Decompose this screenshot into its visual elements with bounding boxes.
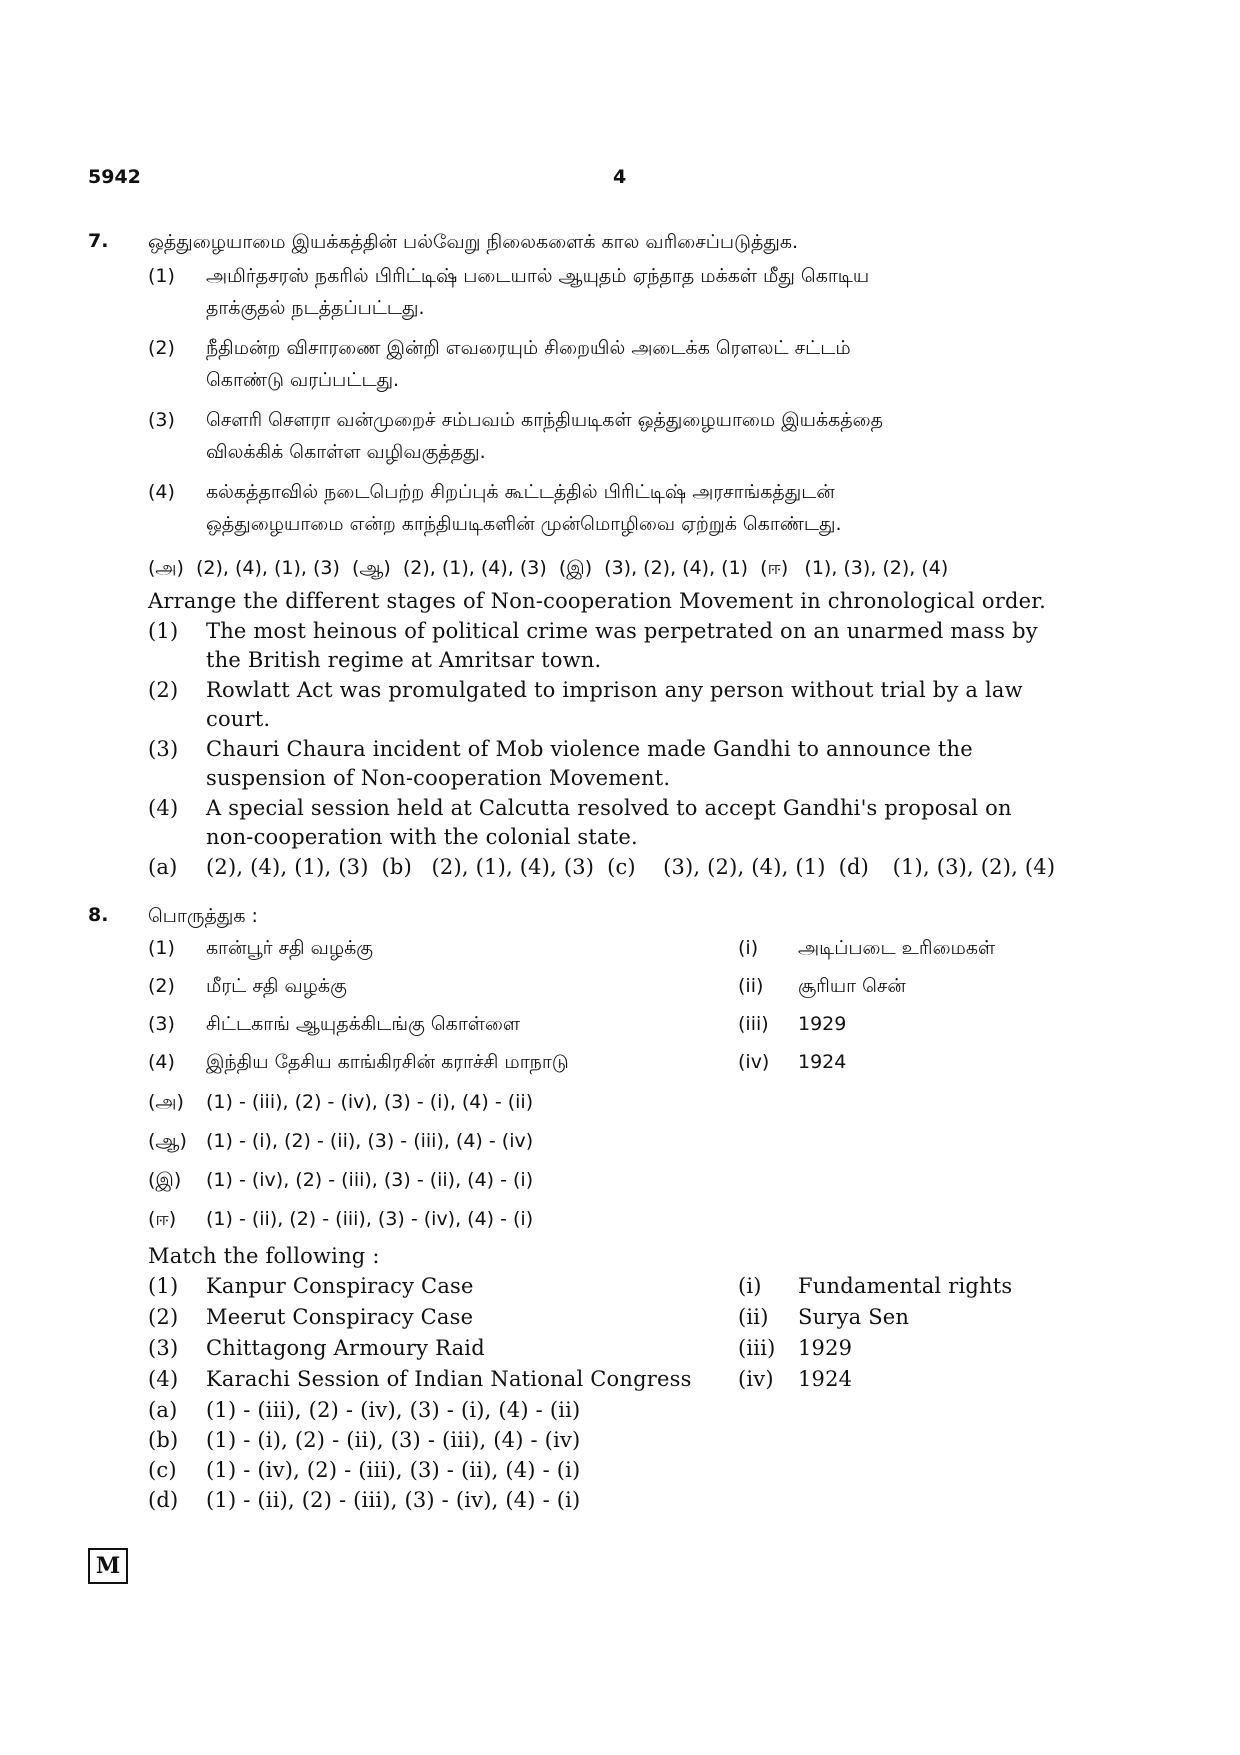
row-roman-number: (ii) [738,1305,769,1329]
option-label: (b) [381,855,412,879]
q7-english-item-4 [148,794,1093,852]
q8-english-row-3 [148,1334,1093,1366]
option-label: (இ) [148,1169,182,1191]
page-mark-box: M [88,1548,128,1584]
row-roman-number: (i) [738,937,759,959]
option-text: (1), (3), (2), (4) [804,557,949,579]
item-text-line: suspension of Non-cooperation Movement. [206,766,671,790]
item-number: (4) [148,481,175,503]
option-text: (2), (1), (4), (3) [402,557,547,579]
q7-tamil-options [148,552,1093,584]
option-label: (a) [148,855,178,879]
item-number: (4) [148,796,179,820]
row-right-text: அடிப்படை உரிமைகள் [798,937,996,959]
item-text-line: சௌரி சௌரா வன்முறைச் சம்பவம் காந்தியடிகள் ஒத்துழையாமை இயக்கத்தை [206,409,884,431]
row-number: (2) [148,975,175,997]
item-text-line: தாக்குதல் நடத்தப்பட்டது. [206,297,425,319]
row-number: (3) [148,1013,175,1035]
option-text: (1) - (iv), (2) - (iii), (3) - (ii), (4) - (i) [206,1169,534,1191]
item-number: (2) [148,678,179,702]
item-number: (3) [148,737,179,761]
q7-tamil-item-3 [148,404,1093,468]
question-7-tamil-stem: ஒத்துழையாமை இயக்கத்தின் பல்வேறு நிலைகளைக் கால வரிசைப்படுத்துக. [148,231,799,253]
q7-tamil-item-1 [148,260,1093,324]
row-roman-number: (ii) [738,975,764,997]
question-8-tamil-stem: பொருத்துக : [148,905,258,927]
option-text: (1) - (ii), (2) - (iii), (3) - (iv), (4) - (i) [206,1208,534,1230]
item-text-line: நீதிமன்ற விசாரணை இன்றி எவரையும் சிறையில் அடைக்க ரௌலட் சட்டம் [206,337,851,359]
item-text-line: non-cooperation with the colonial state. [206,825,638,849]
row-roman-number: (iii) [738,1013,769,1035]
row-right-text: 1924 [798,1367,853,1391]
q7-english-item-1 [148,617,1093,675]
q7-english-item-2 [148,676,1093,734]
row-number: (2) [148,1305,179,1329]
q8-english-row-2 [148,1303,1093,1335]
row-left-text: Chittagong Armoury Raid [206,1336,485,1360]
row-roman-number: (iv) [738,1051,770,1073]
option-text: (1) - (i), (2) - (ii), (3) - (iii), (4) - (iv) [206,1428,581,1452]
option-text: (2), (1), (4), (3) [431,855,595,879]
q8-english-option-b [148,1426,580,1455]
item-number: (3) [148,409,175,431]
item-number: (1) [148,619,179,643]
row-number: (1) [148,1274,179,1298]
question-8-english-stem: Match the following : [148,1244,380,1268]
option-label: (ஆ) [148,1130,187,1152]
q7-english-options [148,853,1093,882]
option-text: (1) - (i), (2) - (ii), (3) - (iii), (4) - (iv) [206,1130,534,1152]
row-left-text: இந்திய தேசிய காங்கிரசின் கராச்சி மாநாடு [206,1051,569,1073]
option-text: (3), (2), (4), (1) [663,855,826,879]
paper-code: 5942 [88,166,141,188]
q8-tamil-row-1 [148,932,1093,964]
item-text-line: the British regime at Amritsar town. [206,648,602,672]
item-number: (1) [148,265,175,287]
option-label: (அ) [148,557,184,579]
item-text-line: கல்கத்தாவில் நடைபெற்ற சிறப்புக் கூட்டத்தில் பிரிட்டிஷ் அரசாங்கத்துடன் [206,481,835,503]
option-text: (2), (4), (1), (3) [196,557,340,579]
q8-tamil-option-4 [148,1203,533,1235]
row-right-text: 1929 [798,1336,853,1360]
item-text-line: கொண்டு வரப்பட்டது. [206,369,400,391]
item-text-line: court. [206,707,271,731]
row-left-text: Kanpur Conspiracy Case [206,1274,474,1298]
q7-english-item-3 [148,735,1093,793]
item-text-line: அமிர்தசரஸ் நகரில் பிரிட்டிஷ் படையால் ஆயுதம் ஏந்தாத மக்கள் மீது கொடிய [206,265,870,287]
item-text-line: Chauri Chaura incident of Mob violence made Gandhi to announce the [206,737,973,761]
item-text-line: Rowlatt Act was promulgated to imprison any person without trial by a law [206,678,1023,702]
q8-english-row-1 [148,1272,1093,1304]
row-right-text: Surya Sen [798,1305,910,1329]
q7-tamil-item-2 [148,332,1093,396]
item-number: (2) [148,337,175,359]
row-right-text: 1929 [798,1013,847,1035]
q8-tamil-row-2 [148,970,1093,1002]
option-label: (அ) [148,1091,184,1113]
item-text-line: ஒத்துழையாமை என்ற காந்தியடிகளின் முன்மொழிவை ஏற்றுக் கொண்டது. [206,513,842,535]
question-7-english-stem: Arrange the different stages of Non-cooperation Movement in chronological order. [148,589,1047,613]
option-text: (1) - (iii), (2) - (iv), (3) - (i), (4) - (ii) [206,1091,534,1113]
q8-english-option-d [148,1486,580,1515]
option-label: (ஆ) [351,557,391,579]
row-right-text: 1924 [798,1051,847,1073]
q8-english-option-a [148,1396,580,1425]
row-right-text: சூரியா சென் [798,975,906,997]
option-label: (a) [148,1398,178,1422]
option-text: (1) - (iv), (2) - (iii), (3) - (ii), (4) - (i) [206,1458,581,1482]
question-7-number: 7. [88,230,109,252]
row-number: (1) [148,937,175,959]
row-left-text: Meerut Conspiracy Case [206,1305,474,1329]
q8-tamil-option-1 [148,1086,533,1118]
option-text: (1) - (ii), (2) - (iii), (3) - (iv), (4) - (i) [206,1488,581,1512]
option-label: (b) [148,1428,179,1452]
q7-tamil-item-4 [148,476,1093,540]
item-text-line: The most heinous of political crime was perpetrated on an unarmed mass by [206,619,1038,643]
row-left-text: Karachi Session of Indian National Congress [206,1367,692,1391]
row-right-text: Fundamental rights [798,1274,1013,1298]
row-roman-number: (i) [738,1274,762,1298]
row-left-text: சிட்டகாங் ஆயுதக்கிடங்கு கொள்ளை [206,1013,521,1035]
option-label: (c) [148,1458,177,1482]
option-label: (d) [838,855,870,879]
page-number: 4 [613,166,627,188]
option-label: (ஈ) [148,1208,177,1230]
option-text: (1), (3), (2), (4) [892,855,1056,879]
option-text: (2), (4), (1), (3) [206,855,369,879]
row-number: (4) [148,1051,175,1073]
option-text: (1) - (iii), (2) - (iv), (3) - (i), (4) - (ii) [206,1398,581,1422]
row-number: (3) [148,1336,179,1360]
row-number: (4) [148,1367,179,1391]
row-left-text: மீரட் சதி வழக்கு [206,975,347,997]
option-label: (ஈ) [760,557,789,579]
item-text-line: A special session held at Calcutta resolved to accept Gandhi's proposal on [206,796,1012,820]
row-left-text: கான்பூர் சதி வழக்கு [206,937,374,959]
question-8-number: 8. [88,904,109,926]
item-text-line: விலக்கிக் கொள்ள வழிவகுத்தது. [206,441,486,463]
q8-tamil-option-2 [148,1125,533,1157]
q8-tamil-row-4 [148,1046,1093,1078]
q8-english-option-c [148,1456,580,1485]
q8-english-row-4 [148,1365,1093,1397]
row-roman-number: (iii) [738,1336,776,1360]
row-roman-number: (iv) [738,1367,774,1391]
option-label: (c) [607,855,636,879]
q8-tamil-option-3 [148,1164,533,1196]
option-label: (இ) [558,557,593,579]
option-label: (d) [148,1488,179,1512]
option-text: (3), (2), (4), (1) [604,557,749,579]
q8-tamil-row-3 [148,1008,1093,1040]
